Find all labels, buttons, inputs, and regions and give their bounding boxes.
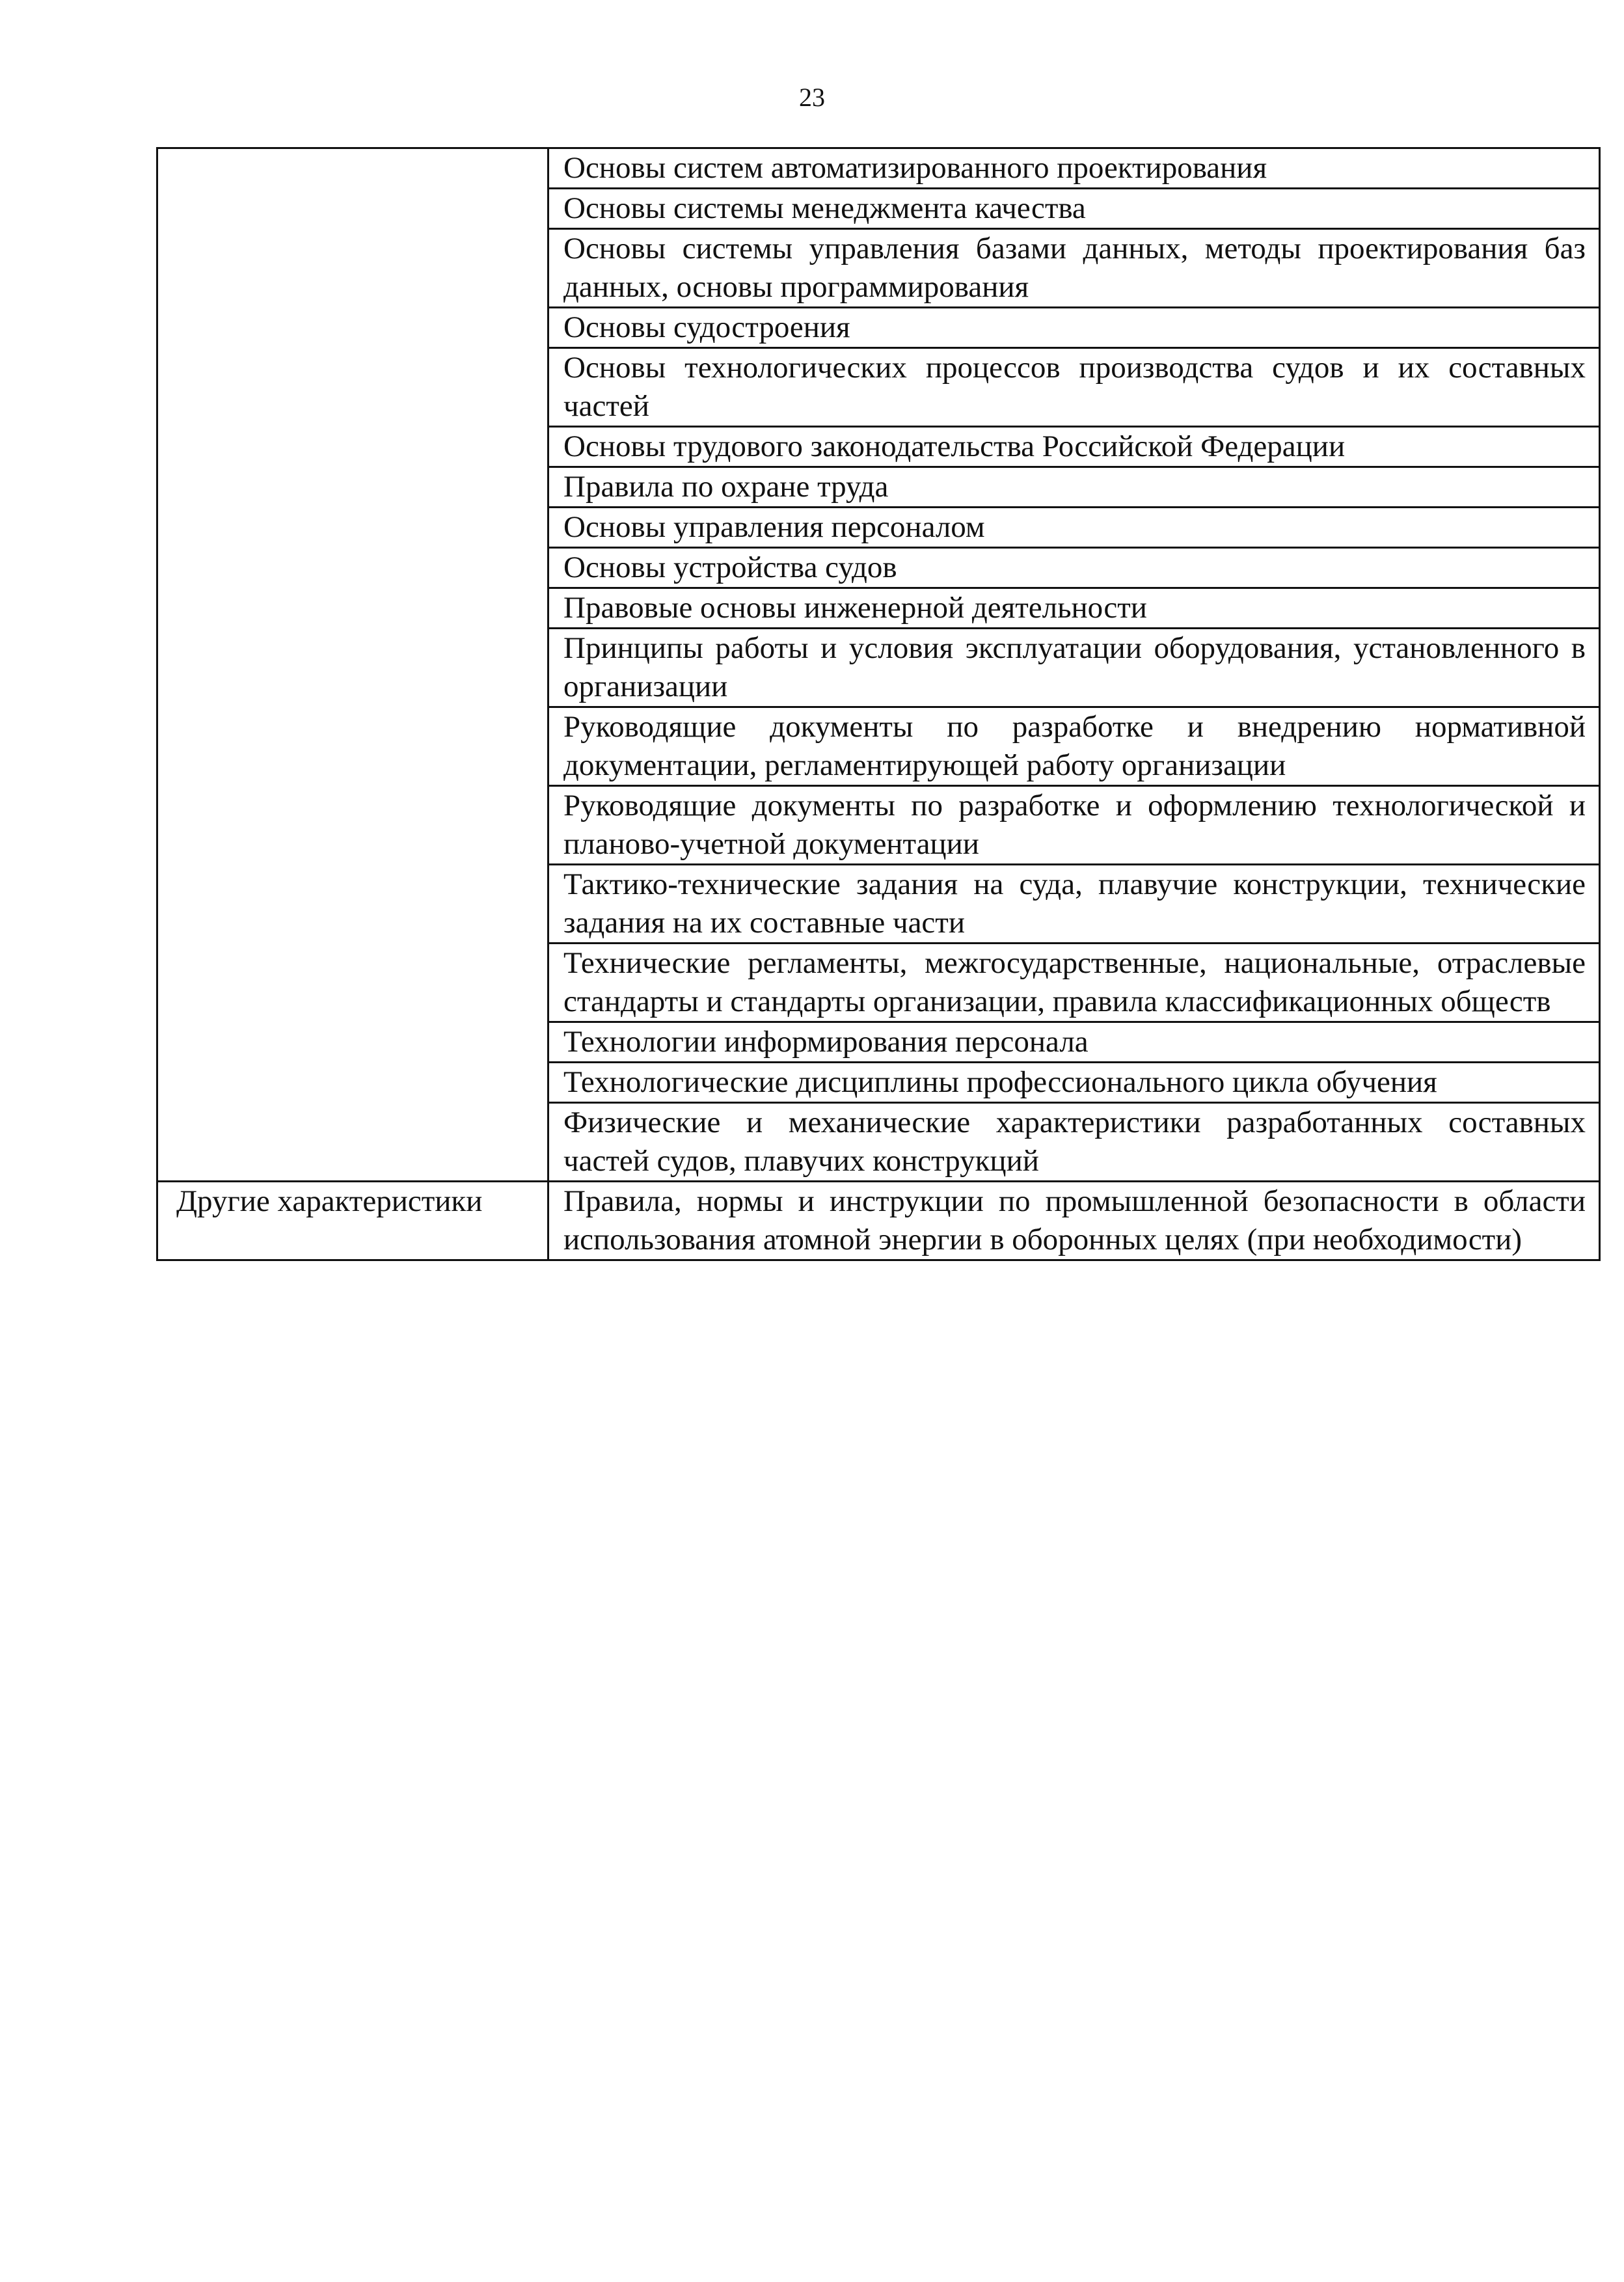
table-cell: Основы трудового законодательства Российской Федерации [548, 427, 1600, 467]
table-cell: Основы устройства судов [548, 548, 1600, 588]
table-cell: Технические регламенты, межгосударственные, национальные, отраслевые стандарты и стандарты организации, правила классификационных обществ [548, 944, 1600, 1022]
empty-label-cell [157, 148, 548, 1182]
table-cell: Технологические дисциплины профессионального цикла обучения [548, 1063, 1600, 1103]
table-cell: Тактико-технические задания на суда, плавучие конструкции, технические задания на их составные части [548, 865, 1600, 944]
table-cell: Основы судостроения [548, 308, 1600, 348]
table-cell: Основы управления персоналом [548, 508, 1600, 548]
table-cell: Правовые основы инженерной деятельности [548, 588, 1600, 629]
table-cell: Основы системы менеджмента качества [548, 189, 1600, 229]
table-row-other [157, 1182, 1600, 1260]
table-cell: Основы системы управления базами данных, методы проектирования баз данных, основы программирования [548, 229, 1600, 308]
table-cell: Технологии информирования персонала [548, 1022, 1600, 1063]
table-cell: Основы технологических процессов производства судов и их составных частей [548, 348, 1600, 427]
table-cell: Основы систем автоматизированного проектирования [548, 148, 1600, 189]
table-cell: Руководящие документы по разработке и внедрению нормативной документации, регламентирующей работу организации [548, 707, 1600, 786]
page-number: 23 [799, 83, 825, 112]
requirements-table [156, 147, 1601, 1261]
table-cell: Принципы работы и условия эксплуатации оборудования, установленного в организации [548, 629, 1600, 707]
table-row [157, 148, 1600, 189]
other-characteristics-label: Другие характеристики [157, 1182, 548, 1260]
table-cell: Физические и механические характеристики разработанных составных частей судов, плавучих конструкций [548, 1103, 1600, 1182]
table-cell: Правила по охране труда [548, 467, 1600, 508]
other-characteristics-value: Правила, нормы и инструкции по промышленной безопасности в области использования атомной энергии в оборонных целях (при необходимости) [548, 1182, 1600, 1260]
table-cell: Руководящие документы по разработке и оформлению технологической и планово-учетной документации [548, 786, 1600, 865]
